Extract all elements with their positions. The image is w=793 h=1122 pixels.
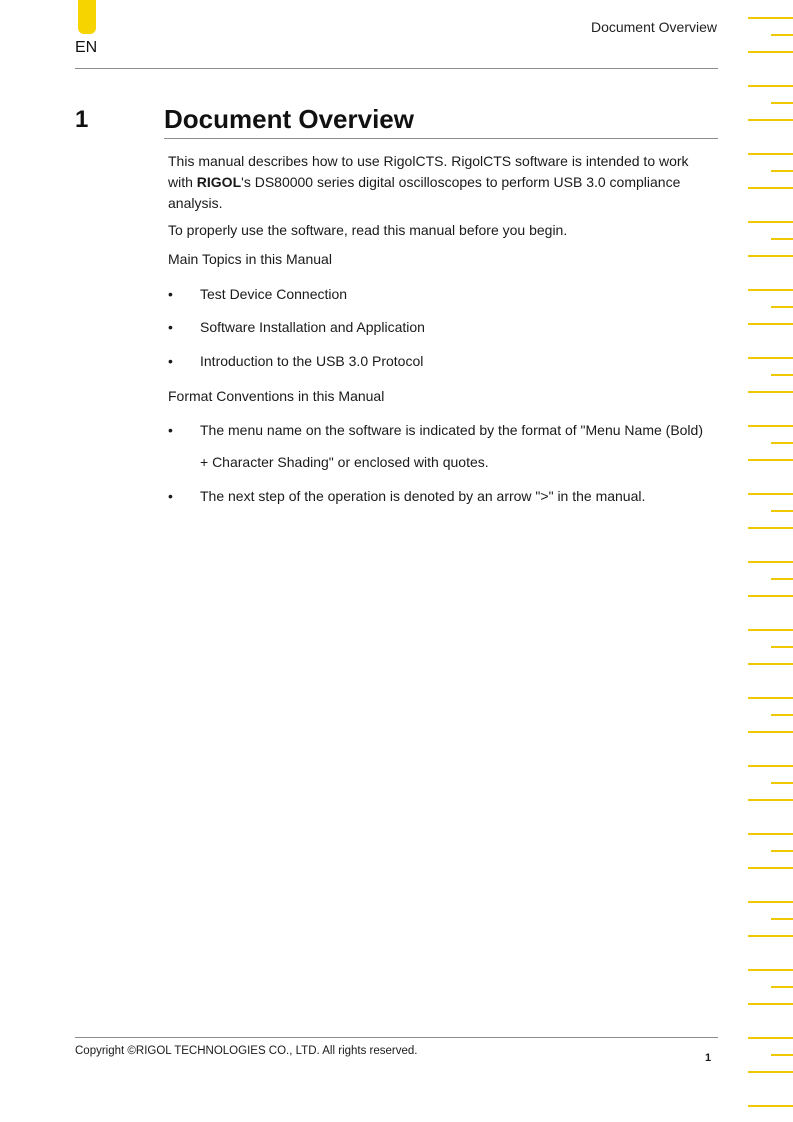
- topic-text: Introduction to the USB 3.0 Protocol: [200, 353, 424, 369]
- bullet-icon: •: [168, 422, 173, 438]
- bullet-icon: •: [168, 286, 173, 302]
- language-tab-marker: [78, 0, 96, 34]
- main-topics-heading: Main Topics in this Manual: [168, 251, 332, 267]
- topic-text: Test Device Connection: [200, 286, 348, 302]
- intro-text-part1: This manual describes how to use RigolCTS. RigolCTS software is intended to work with: [168, 153, 689, 190]
- brand-name: RIGOL: [196, 174, 242, 190]
- bullet-icon: •: [168, 353, 173, 369]
- page-number: 1: [705, 1052, 712, 1064]
- format-conventions-heading: Format Conventions in this Manual: [168, 388, 385, 404]
- language-label: EN: [75, 39, 98, 56]
- bullet-icon: •: [168, 319, 173, 335]
- running-header-title: Document Overview: [590, 19, 717, 35]
- convention-text: The next step of the operation is denoted by an arrow ">" in the manual.: [200, 488, 646, 504]
- footer-divider: [75, 1037, 718, 1038]
- title-divider: [164, 138, 718, 139]
- read-manual-paragraph: To properly use the software, read this manual before you begin.: [168, 222, 568, 238]
- convention-text: The menu name on the software is indicated by the format of "Menu Name (Bold) + Character Shading" or enclosed with quotes.: [200, 422, 703, 470]
- header-divider: [75, 68, 718, 69]
- copyright-notice: Copyright ©RIGOL TECHNOLOGIES CO., LTD. All rights reserved.: [75, 1045, 418, 1057]
- chapter-title: Document Overview: [164, 104, 414, 134]
- intro-paragraph: [168, 151, 708, 214]
- bullet-icon: •: [168, 488, 173, 504]
- margin-ruler-decoration: [748, 0, 793, 1122]
- chapter-number: 1: [75, 106, 89, 133]
- intro-text-part2: 's DS80000 series digital oscilloscopes to perform USB 3.0 compliance analysis.: [168, 174, 681, 211]
- topic-text: Software Installation and Application: [200, 319, 425, 335]
